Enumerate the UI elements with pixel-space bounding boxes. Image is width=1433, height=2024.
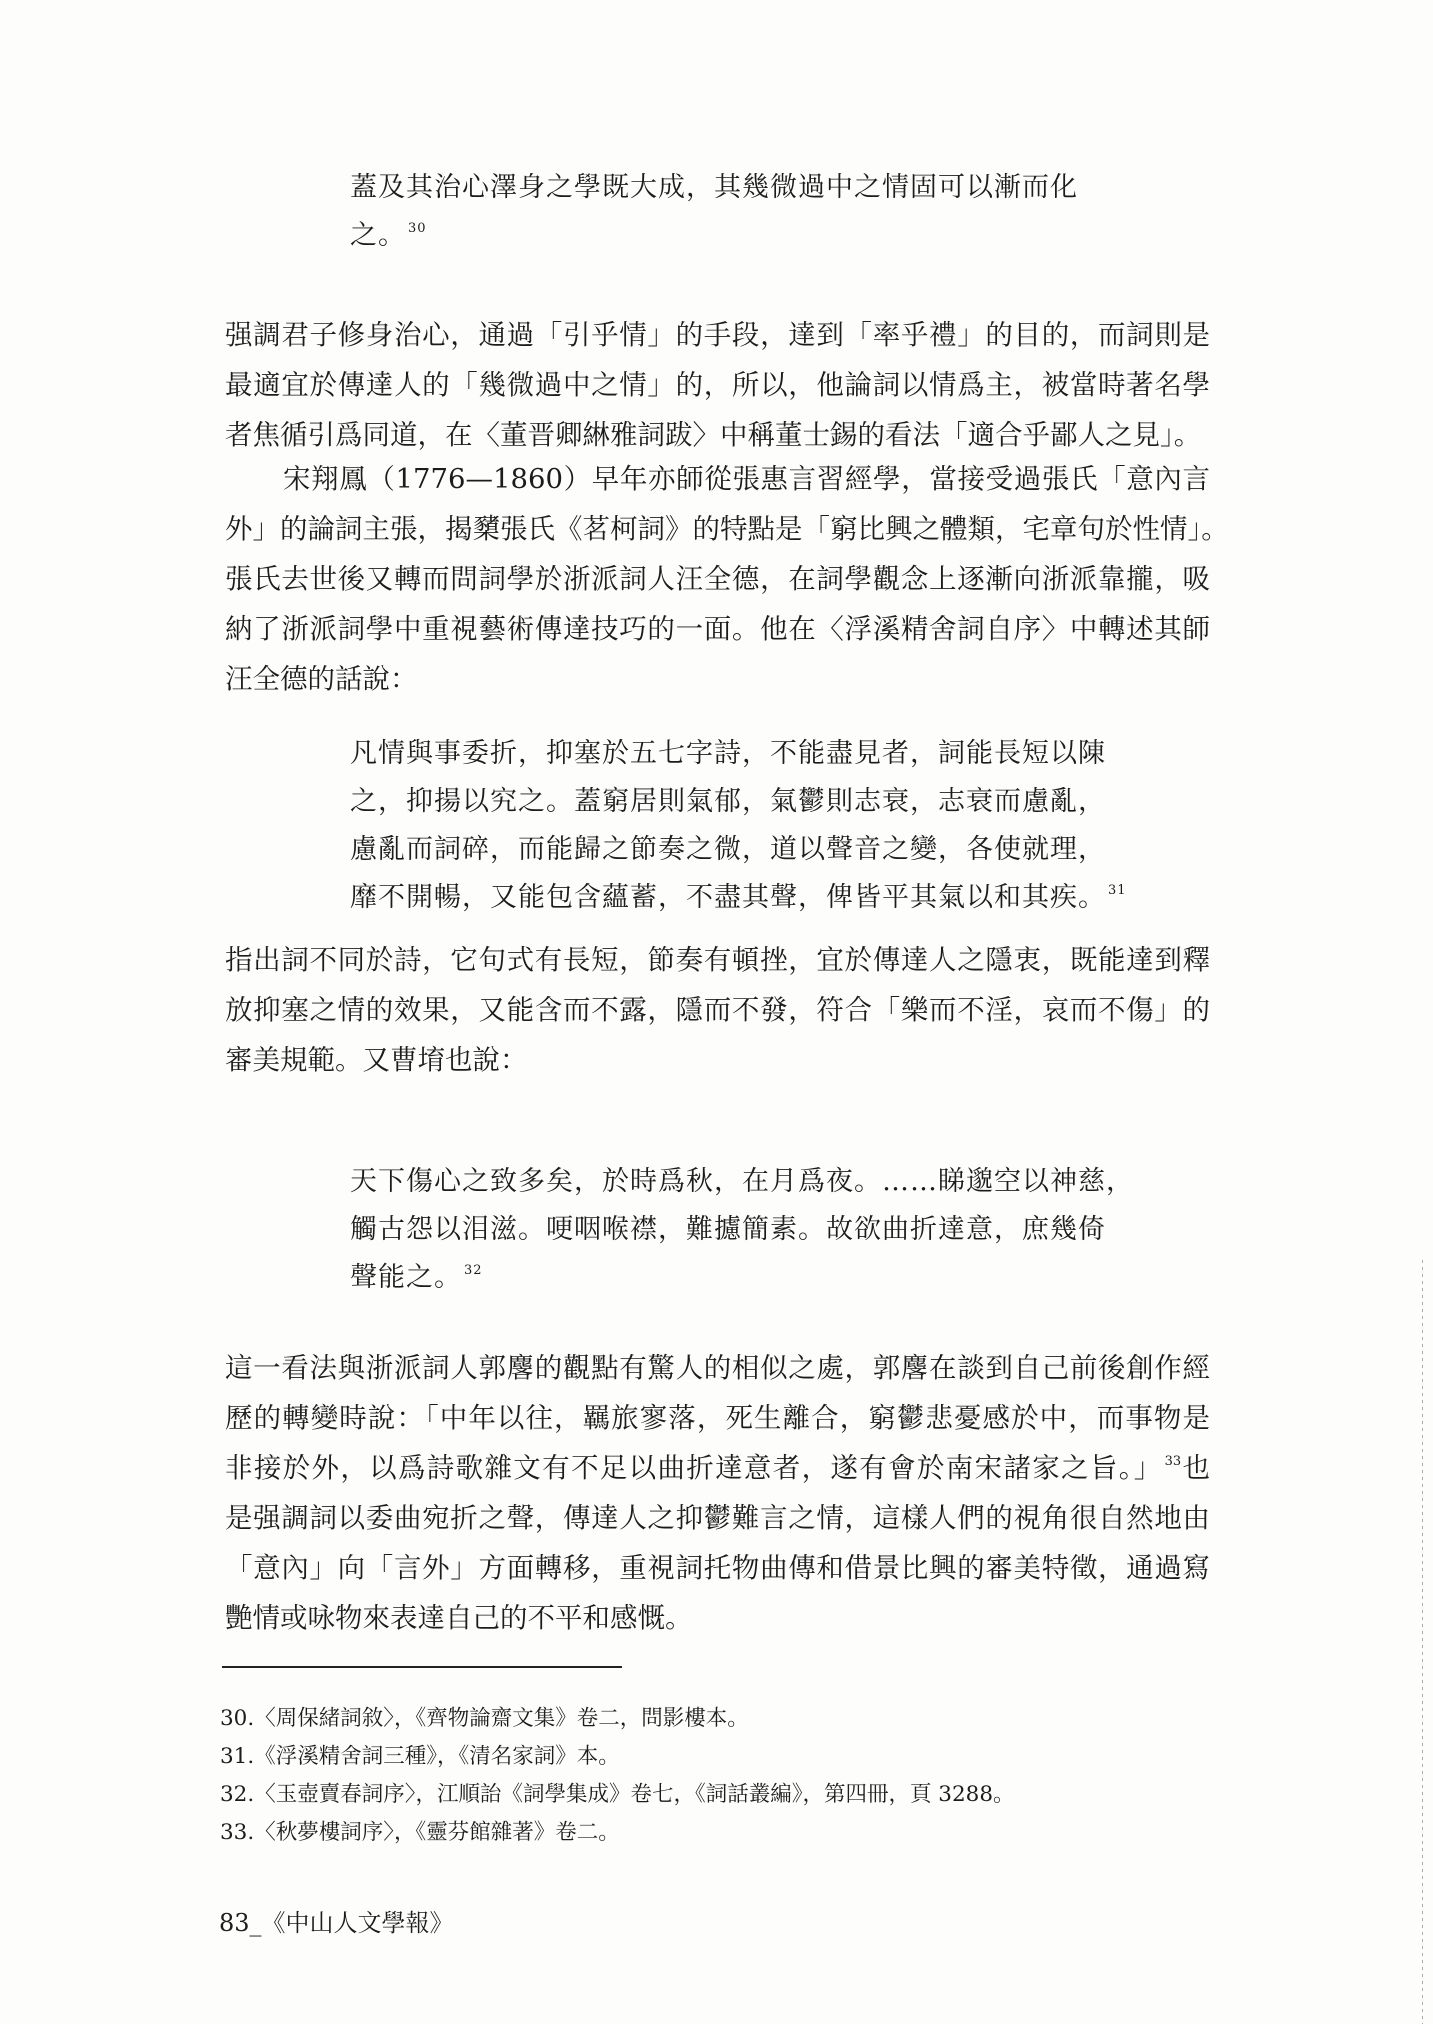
quote-line: 慮亂而詞碎，而能歸之節奏之微，道以聲音之變，各使就理， <box>350 834 1106 865</box>
text-line: 艷情或咏物來表達自己的不平和感慨。 <box>225 1602 693 1634</box>
footnote-ref-30: 30 <box>408 221 427 236</box>
text-line: 指出詞不同於詩，它句式有長短，節奏有頓挫，宜於傳達人之隱衷，既能達到釋 <box>225 944 1210 976</box>
quote-line: 聲能之。 $^{32}$ <box>350 1262 483 1293</box>
footnote-31: 31.《浮溪精舍詞三種》，《清名家詞》本。 <box>220 1744 620 1769</box>
quote-line: 天下傷心之致多矣，於時爲秋，在月爲夜。……睇邈空以神慈， <box>350 1166 1134 1197</box>
paragraph-4 <box>225 1343 1210 1643</box>
quote-line: 觸古怨以泪滋。哽咽喉襟，難攄簡素。故欲曲折達意，庶幾倚 <box>350 1214 1106 1245</box>
footnote-32: 32.〈玉壺賣春詞序〉，江順詒《詞學集成》卷七，《詞話叢編》，第四冊，頁 3288。 <box>220 1782 1015 1807</box>
text-line: 最適宜於傳達人的「幾微過中之情」的，所以，他論詞以情爲主，被當時著名學 <box>225 369 1210 401</box>
text-line: 者焦循引爲同道，在〈董晋卿綝雅詞跋〉中稱董士錫的看法「適合乎鄙人之見」。 <box>225 419 1202 451</box>
footnote-33: 33.〈秋夢樓詞序〉，《靈芬館雜著》卷二。 <box>220 1820 620 1845</box>
quote-line: 靡不開暢，又能包含蘊蓄，不盡其聲，俾皆平其氣以和其疾。 $^{31}$ <box>350 882 1127 913</box>
text-line: 這一看法與浙派詞人郭麐的觀點有驚人的相似之處，郭麐在談到自己前後創作經 <box>225 1352 1210 1384</box>
text-line: 外」的論詞主張，揭櫫張氏《茗柯詞》的特點是「窮比興之體類，宅章句於性情」。 <box>225 513 1229 545</box>
text-line: 放抑塞之情的效果，又能含而不露，隱而不發，符合「樂而不淫，哀而不傷」的 <box>225 994 1210 1026</box>
text-line: 歷的轉變時說：「中年以往，羈旅寥落，死生離合，窮鬱悲憂感於中，而事物是 <box>225 1402 1210 1434</box>
block-quote-1 <box>350 164 1078 260</box>
footnotes <box>220 1700 1015 1852</box>
footnote-ref-33: 33 <box>1164 1454 1182 1469</box>
text-line: 是强調詞以委曲宛折之聲，傳達人之抑鬱難言之情，這樣人們的視角很自然地由 <box>225 1502 1210 1534</box>
footnote-30: 30.〈周保緒詞敘〉，《齊物論齋文集》卷二，問影樓本。 <box>220 1706 749 1731</box>
block-quote-3 <box>350 1158 1134 1302</box>
page-footer: 83_《中山人文學報》 <box>219 1909 454 1937</box>
text-line: 納了浙派詞學中重視藝術傳達技巧的一面。他在〈浮溪精舍詞自序〉中轉述其師 <box>225 613 1210 645</box>
quote-line: 凡情與事委折，抑塞於五七字詩，不能盡見者，詞能長短以陳 <box>350 738 1106 769</box>
paragraph-3 <box>225 935 1210 1085</box>
quote-line: 之，抑揚以究之。蓋窮居則氣郁，氣鬱則志衰，志衰而慮亂， <box>350 786 1106 817</box>
paragraph-1 <box>225 310 1210 460</box>
quote-line: 之。 $^{30}$ <box>350 220 427 251</box>
text-line: 强調君子修身治心，通過「引乎情」的手段，達到「率乎禮」的目的，而詞則是 <box>225 319 1210 351</box>
text-line: 宋翔鳳（1776—1860）早年亦師從張惠言習經學，當接受過張氏「意內言 <box>283 463 1210 495</box>
text-line: 汪全德的話說： <box>225 663 418 695</box>
quote-line: 蓋及其治心澤身之學既大成，其幾微過中之情固可以漸而化 <box>350 172 1078 203</box>
text-line: 審美規範。又曹堉也說： <box>225 1044 528 1076</box>
text-line: 「意內」向「言外」方面轉移，重視詞托物曲傳和借景比興的審美特徵，通過寫 <box>225 1552 1210 1584</box>
footnote-ref-32: 32 <box>464 1263 483 1278</box>
text-line: 張氏去世後又轉而問詞學於浙派詞人汪全德，在詞學觀念上逐漸向浙派靠攏，吸 <box>225 563 1210 595</box>
footnote-ref-31: 31 <box>1108 883 1127 898</box>
block-quote-2 <box>350 730 1127 922</box>
paragraph-2 <box>225 454 1229 704</box>
text-line: 非接於外，以爲詩歌雜文有不足以曲折達意者，遂有會於南宋諸家之旨。」 $^{33}$也 <box>225 1452 1211 1484</box>
footnote-divider <box>222 1666 622 1668</box>
scan-edge <box>1422 1260 1423 2024</box>
